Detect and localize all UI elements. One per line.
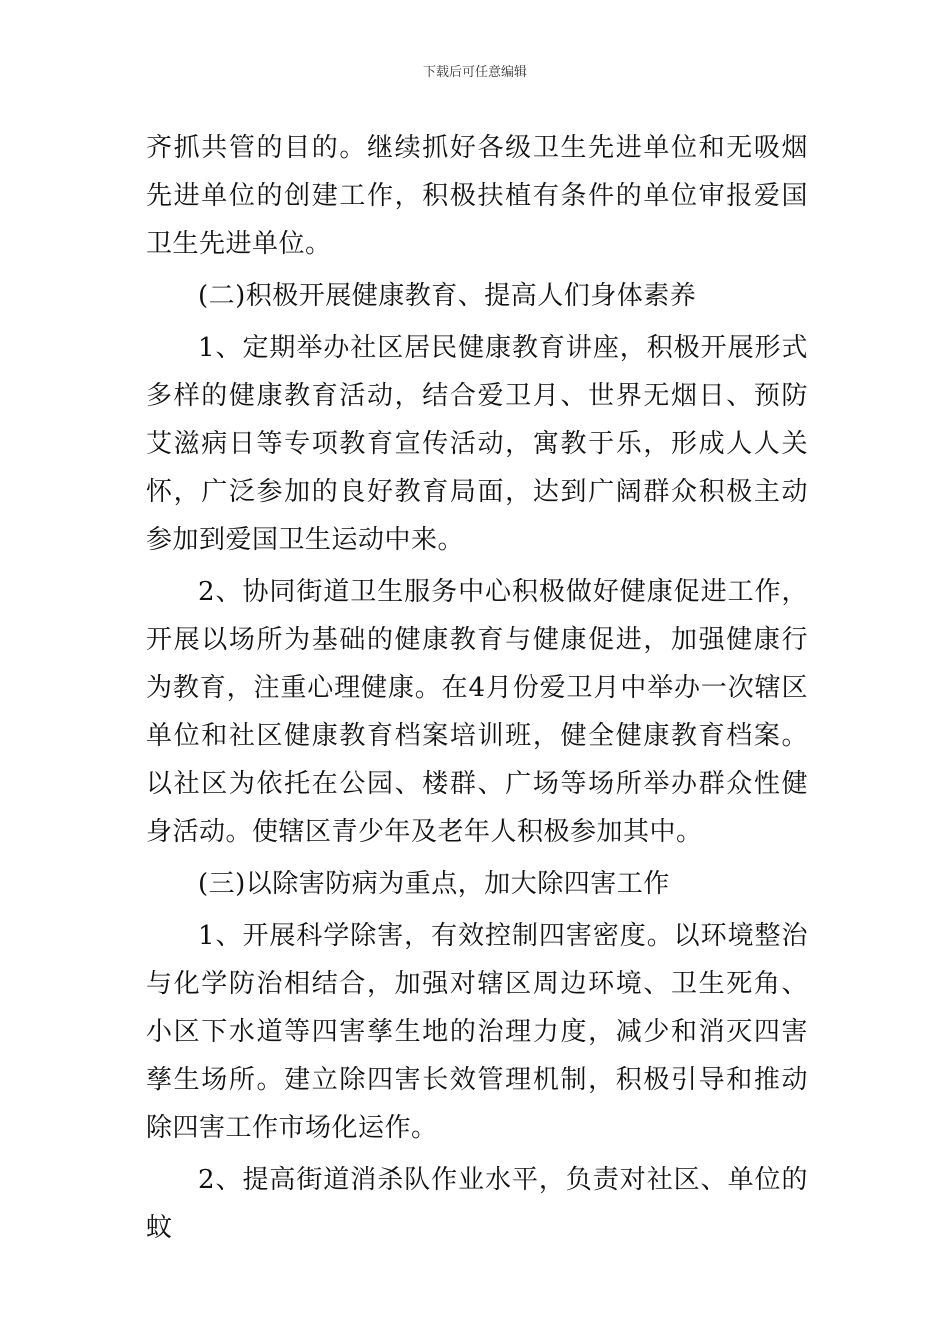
paragraph-disinfection-team: 2、提高街道消杀队作业水平，负责对社区、单位的蚊	[146, 1165, 808, 1243]
section-heading-two: (二)积极开展健康教育、提高人们身体素养	[198, 281, 697, 311]
page-header-note: 下载后可任意编辑	[422, 65, 527, 80]
document-body	[146, 124, 808, 1252]
paragraph-health-lectures: 1、定期举办社区居民健康教育讲座，积极开展形式多样的健康教育活动，结合爱卫月、世界无烟日、预防艾滋病日等专项教育宣传活动，寓教于乐，形成人人关怀，广泛参加的良好教育局面，达到广阔群众积极主动参加到爱国卫生运动中来。	[146, 333, 808, 555]
paragraph-continuation: 齐抓共管的目的。继续抓好各级卫生先进单位和无吸烟先进单位的创建工作，积极扶植有条件的单位审报爱国卫生先进单位。	[146, 133, 808, 259]
paragraph-pest-control: 1、开展科学除害，有效控制四害密度。以环境整治与化学防治相结合，加强对辖区周边环境、卫生死角、小区下水道等四害孳生地的治理力度，减少和消灭四害孳生场所。建立除四害长效管理机制，积极引导和推动除四害工作市场化运作。	[146, 921, 808, 1143]
section-heading-three: (三)以除害防病为重点，加大除四害工作	[198, 869, 670, 899]
paragraph-health-promotion: 2、协同街道卫生服务中心积极做好健康促进工作，开展以场所为基础的健康教育与健康促进，加强健康行为教育，注重心理健康。在4月份爱卫月中举办一次辖区单位和社区健康教育档案培训班，健全健康教育档案。以社区为依托在公园、楼群、广场等场所举办群众性健身活动。使辖区青少年及老年人积极参加其中。	[146, 577, 808, 847]
